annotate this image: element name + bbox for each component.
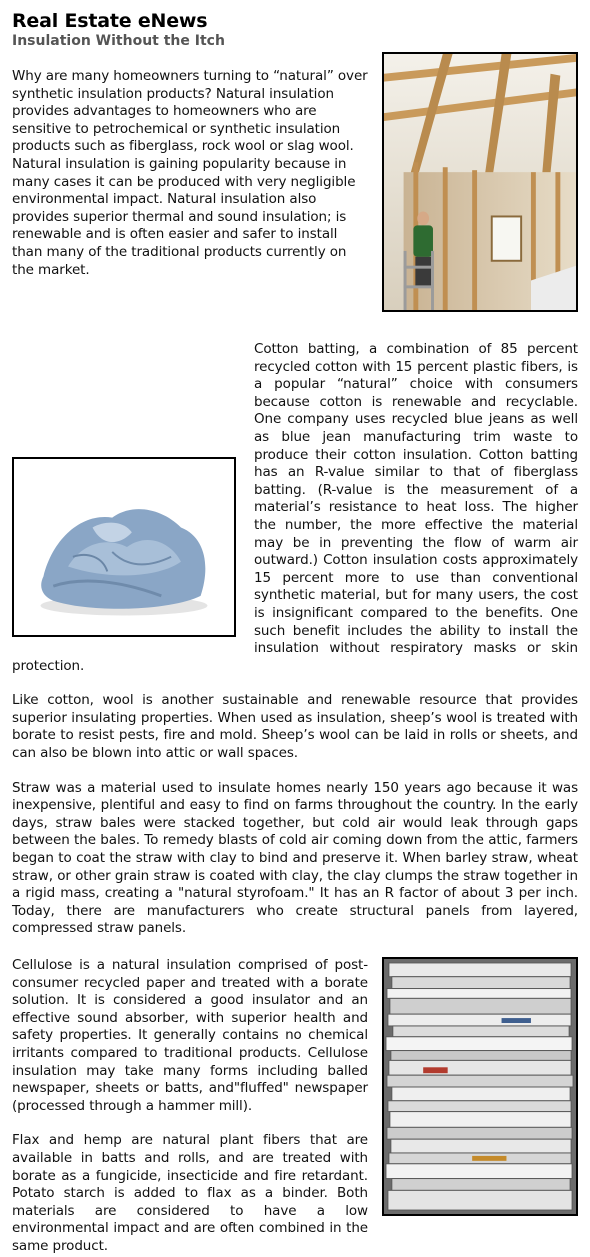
photo-denim-pile-icon xyxy=(14,459,234,635)
newsletter-title: Real Estate eNews xyxy=(12,10,208,32)
denim-cotton-photo xyxy=(12,457,236,637)
article-title: Insulation Without the Itch xyxy=(12,33,225,49)
flax-hemp-paragraph: Flax and hemp are natural plant fibers that are available in batts and rolls, and are treated with borate as a fungicide, insecticide and fire retardant. Potato starch is added to flax as a binder. Both materials are considered to have a low environmental impact and are often combined in the same product. xyxy=(12,1132,368,1254)
straw-paragraph: Straw was a material used to insulate homes nearly 150 years ago because it was inexpensive, plentiful and easy to find on farms throughout the country. In the early days, straw bales were stacked together, but cold air would leak through gaps between the bales. To remedy blasts of cold air coming down from the attic, farmers began to coat the straw with clay to bind and preserve it. When barley straw, wheat straw, or other grain straw is coated with clay, the clay clumps the straw together in a rigid mass, creating a "natural styrofoam." It has an R factor of about 3 per inch. Today, there are manufacturers who create structural panels from layered, compressed straw panels. xyxy=(12,779,578,937)
cotton-paragraph: Cotton batting, a combination of 85 percent recycled cotton with 15 percent plastic fibers, is a popular “natural” choice with consumers because cotton is renewable and recyclable. One company uses recycled blue jeans as well as blue jean manufacturing trim waste to produce their cotton insulation. Cotton batting has an R-value similar to that of fiberglass batting. (R-value is the measurement of a material’s resistance to heat loss. The higher the number, the more effective the material may be in preventing the flow of warm air outward.) Cotton insulation costs approximately 15 percent more to use than conventional synthetic material, but for many users, the cost is insignificant compared to the benefits. One such benefit includes the ability to install the insulation without respiratory masks or skin protection. xyxy=(12,341,578,674)
intro-paragraph: Why are many homeowners turning to “natural” over synthetic insulation products? Natural insulation provides advantages to homeowners who are sensitive to petrochemical or synthetic insulation products such as fiberglass, rock wool or slag wool. Natural insulation is gaining popularity because in many cases it can be produced with very negligible environmental impact. Natural insulation also provides superior thermal and sound insulation; is renewable and is often easier and safer to install than many of the traditional products currently on the market. xyxy=(12,68,368,278)
cellulose-paragraph: Cellulose is a natural insulation comprised of post-consumer recycled paper and treated with a borate solution. It is considered a good insulator and an effective sound absorber, with superior health and safety properties. It generally contains no chemical irritants compared to traditional products. Cellulose insulation may take many forms including balled newspaper, sheets or batts, and"fluffed" newspaper (processed through a hammer mill). xyxy=(12,957,368,1114)
wool-paragraph: Like cotton, wool is another sustainable and renewable resource that provides superior insulating properties. When used as insulation, sheep’s wool is treated with borate to resist pests, fire and mold. Sheep’s wool can be laid in rolls or sheets, and can also be blown into attic or wall spaces. xyxy=(12,692,578,762)
newspaper-stack-photo xyxy=(382,957,578,1216)
cotton-section xyxy=(12,341,578,675)
photo-attic-worker-icon xyxy=(384,54,576,310)
attic-insulation-photo xyxy=(382,52,578,312)
photo-newspaper-stack-icon xyxy=(384,959,576,1214)
